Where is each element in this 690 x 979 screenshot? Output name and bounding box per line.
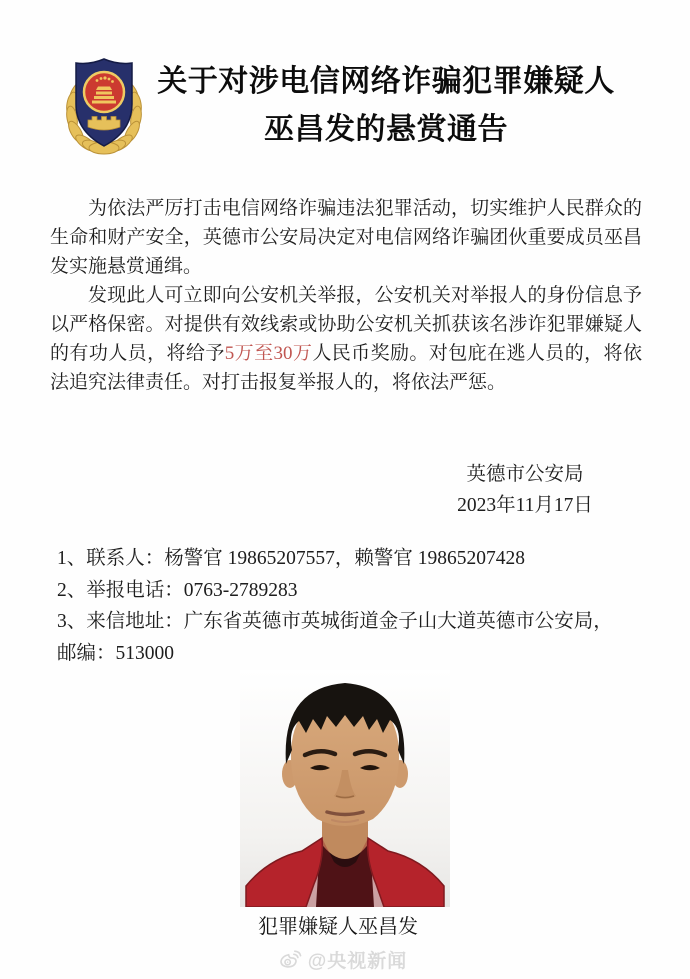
notice-body bbox=[50, 194, 642, 397]
contact-line-3: 3、来信地址：广东省英德市英城街道金子山大道英德市公安局， bbox=[57, 611, 613, 632]
contact-line-2: 2、举报电话：0763-2789283 bbox=[57, 579, 298, 601]
title-line-2: 巫昌发的悬赏通告 bbox=[264, 113, 508, 146]
notice-title bbox=[84, 58, 688, 154]
issue-date: 2023年11月17日 bbox=[457, 495, 593, 516]
signature-block bbox=[425, 459, 625, 521]
contact-line-1: 1、联系人：杨警官 19865207557，赖警官 19865207428 bbox=[57, 548, 526, 569]
weibo-logo-icon bbox=[279, 950, 302, 969]
paragraph-1: 为依法严厉打击电信网络诈骗违法犯罪活动，切实维护人民群众的生命和财产安全，英德市公安局决定对电信网络诈骗团伙重要成员巫昌发实施悬赏通缉。 bbox=[50, 198, 642, 277]
paragraph-2-lead: 发现此人可立即向公安机关举报，公安机关对举报人的身份信息予以严格保密。对提供有效线索或协助公安机关抓获该名涉诈犯罪嫌疑人的有功人员，将给予 bbox=[50, 285, 642, 364]
watermark-text: @央视新闻 bbox=[307, 950, 408, 972]
contact-list bbox=[57, 543, 657, 669]
title-line-1: 关于对涉电信网络诈骗犯罪嫌疑人 bbox=[157, 65, 615, 98]
photo-caption: 犯罪嫌疑人巫昌发 bbox=[258, 916, 418, 938]
watermark bbox=[0, 946, 686, 972]
reward-amount: 5万至30万 bbox=[224, 343, 313, 364]
paragraph-2 bbox=[50, 281, 642, 397]
issuing-authority: 英德市公安局 bbox=[466, 464, 584, 485]
paragraph-2-tail: 人民币奖励。对包庇在逃人员的，将依法追究法律责任。对打击报复举报人的，将依法严惩。 bbox=[50, 343, 642, 393]
contact-line-postcode: 邮编：513000 bbox=[57, 642, 175, 664]
suspect-photo bbox=[240, 670, 450, 907]
